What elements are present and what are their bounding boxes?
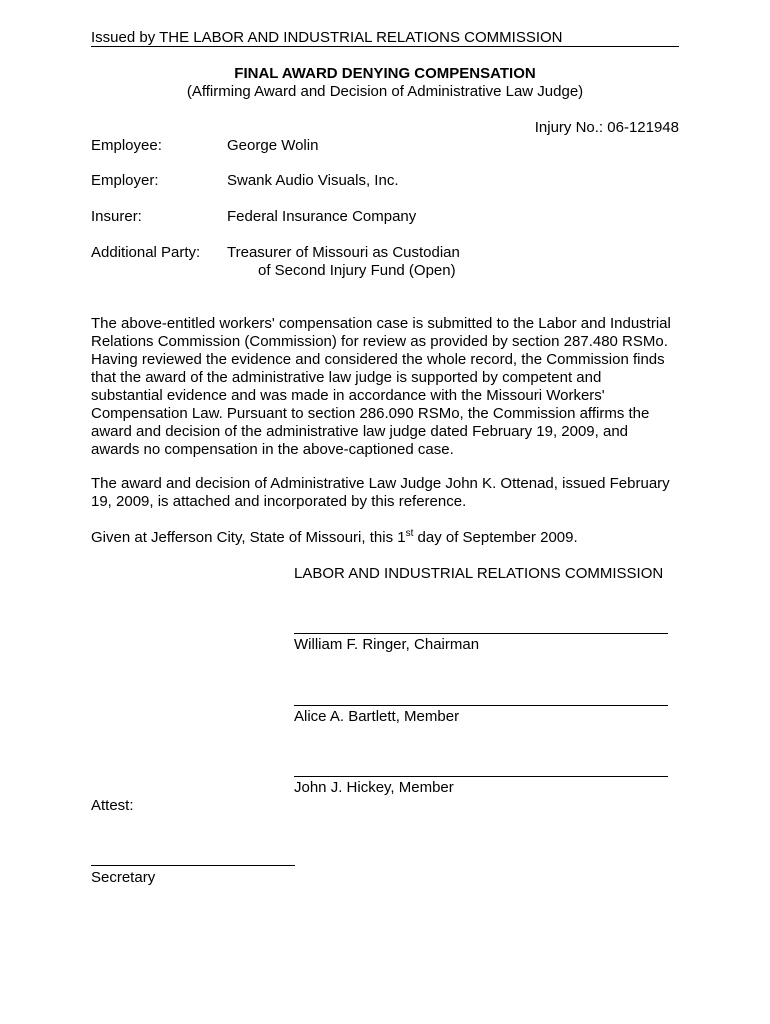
chairman-name: William F. Ringer, Chairman (294, 636, 480, 653)
given-at-statement (91, 529, 578, 547)
employee-label: Employee: (91, 137, 162, 154)
injury-number: Injury No.: 06-121948 (534, 119, 679, 136)
commission-signature-heading: LABOR AND INDUSTRIAL RELATIONS COMMISSION (294, 565, 664, 582)
secretary-label: Secretary (91, 869, 156, 886)
award-title: FINAL AWARD DENYING COMPENSATION (234, 65, 536, 82)
employee-value: George Wolin (227, 137, 319, 154)
member1-name: Alice A. Bartlett, Member (294, 708, 460, 725)
award-subtitle: (Affirming Award and Decision of Administrative Law Judge) (186, 83, 584, 100)
additional-party-value-line2: of Second Injury Fund (Open) (258, 262, 456, 279)
secretary-signature-line (91, 865, 295, 866)
attest-label: Attest: (91, 797, 134, 814)
insurer-label: Insurer: (91, 208, 142, 225)
member2-name: John J. Hickey, Member (294, 779, 454, 796)
given-text-before: Given at Jefferson City, State of Missouri, this 1 (91, 529, 406, 546)
paragraph-line: that the award of the administrative law judge is supported by competent and (91, 369, 602, 386)
paragraph-line: Compensation Law. Pursuant to section 286.090 RSMo, the Commission affirms the (91, 405, 650, 422)
paragraph-line: The award and decision of Administrative Law Judge John K. Ottenad, issued February (91, 475, 670, 492)
issued-by-header: Issued by THE LABOR AND INDUSTRIAL RELATIONS COMMISSION (91, 29, 679, 47)
insurer-value: Federal Insurance Company (227, 208, 417, 225)
paragraph-line: 19, 2009, is attached and incorporated by this reference. (91, 493, 467, 510)
paragraph-line: Relations Commission (Commission) for review as provided by section 287.480 RSMo. (91, 333, 668, 350)
member2-signature-line (294, 776, 668, 777)
given-ordinal-suffix: st (405, 528, 414, 539)
body-paragraph-1 (91, 315, 691, 459)
paragraph-line: substantial evidence and was made in accordance with the Missouri Workers' (91, 387, 605, 404)
paragraph-line: award and decision of the administrative law judge dated February 19, 2009, and (91, 423, 629, 440)
employer-label: Employer: (91, 172, 159, 189)
given-text-after: day of September 2009. (413, 529, 578, 546)
paragraph-line: The above-entitled workers' compensation case is submitted to the Labor and Industrial (91, 315, 671, 332)
additional-party-label: Additional Party: (91, 244, 201, 261)
body-paragraph-2 (91, 475, 691, 511)
member1-signature-line (294, 705, 668, 706)
employer-value: Swank Audio Visuals, Inc. (227, 172, 399, 189)
paragraph-line: Having reviewed the evidence and considered the whole record, the Commission finds (91, 351, 665, 368)
additional-party-value-line1: Treasurer of Missouri as Custodian (227, 244, 460, 261)
chairman-signature-line (294, 633, 668, 634)
paragraph-line: awards no compensation in the above-captioned case. (91, 441, 454, 458)
